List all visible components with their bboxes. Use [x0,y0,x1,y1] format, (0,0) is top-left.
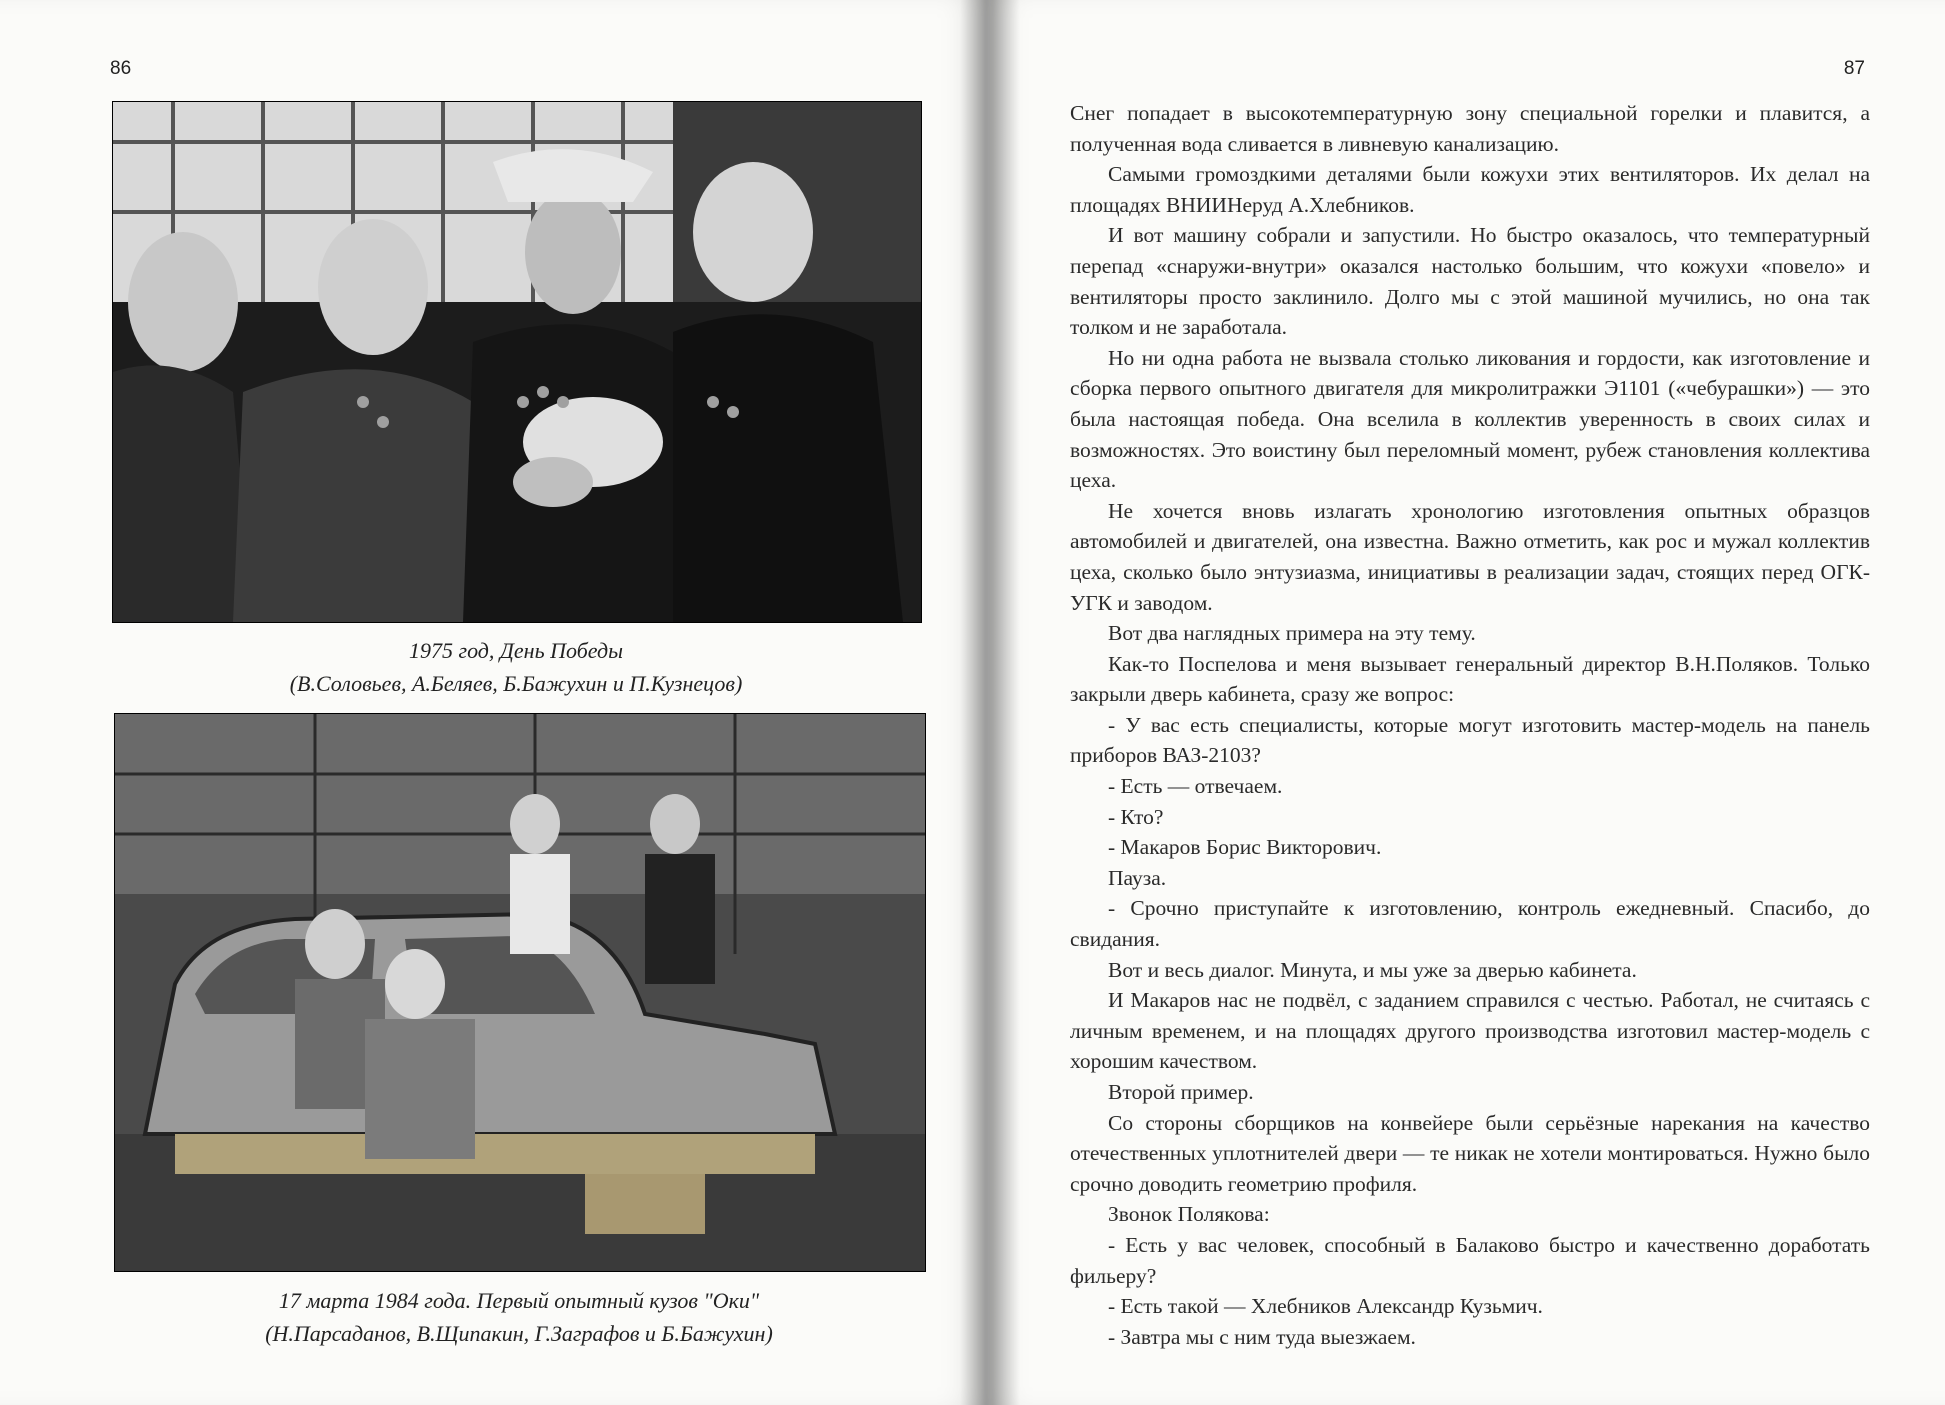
paragraph: - Есть — отвечаем. [1108,774,1283,799]
oka-body-caption [114,1284,924,1350]
paragraph: - Срочно приступайте к изготовлению, контроль ежедневный. Спасибо, до свидания. [1070,896,1870,952]
paragraph: - Макаров Борис Викторович. [1108,835,1382,860]
paragraph: И Макаров нас не подвёл, с заданием справился с честью. Работал, не считаясь с личным временем, и на площадях другого производства изготовил мастер-модель с хорошим качеством. [1070,988,1870,1074]
caption-line: (В.Соловьев, А.Беляев, Б.Бажухин и П.Кузнецов) [289,671,743,696]
right-page [985,0,1945,1405]
paragraph: Как-то Поспелова и меня вызывает генеральный директор В.Н.Поляков. Только закрыли дверь кабинета, сразу же вопрос: [1070,651,1870,707]
paragraph: - Завтра мы с ним туда выезжаем. [1108,1324,1416,1349]
caption-line: (Н.Парсаданов, В.Щипакин, Г.Заграфов и Б.Бажухин) [265,1321,773,1346]
victory-day-photo [112,101,922,623]
paragraph: Звонок Полякова: [1108,1202,1270,1227]
paragraph: - Кто? [1108,804,1164,829]
paragraph: Со стороны сборщиков на конвейере были серьёзные нарекания на качество отечественных уплотнителей двери — те никак не хотели монтироваться. Нужно было срочно доводить геометрию профиля. [1070,1110,1870,1196]
paragraph: Самыми громоздкими деталями были кожухи этих вентиляторов. Их делал на площадях ВНИИНеруд А.Хлебников. [1070,162,1870,217]
oka-body-photo [114,713,926,1272]
paragraph: И вот машину собрали и запустили. Но быстро оказалось, что температурный перепад «снаружи-внутри» оказался настолько большим, что кожухи «повело» и вентиляторы просто заклинило. Долго мы с этой машиной мучились, но она так толком и не заработала. [1070,223,1870,340]
paragraph: Вот два наглядных примера на эту тему. [1108,621,1476,646]
paragraph: Второй пример. [1108,1080,1254,1104]
page-gutter [960,0,1020,1405]
paragraph: Вот и весь диалог. Минута, и мы уже за дверью кабинета. [1108,957,1637,982]
caption-line: 1975 год, День Победы [408,638,624,663]
paragraph: Снег попадает в высокотемпературную зону специальной горелки и плавится, а полученная вода сливается в ливневую канализацию. [1070,101,1870,156]
paragraph: Пауза. [1108,865,1167,890]
paragraph: Не хочется вновь излагать хронологию изготовления опытных образцов автомобилей и двигателей, она известна. Важно отметить, как рос и мужал коллектив цеха, сколько было энтузиазма, инициативы в реализации задач, стоящих перед ОГК-УГК и заводом. [1070,498,1870,615]
paragraph: Но ни одна работа не вызвала столько ликования и гордости, как изготовление и сборка первого опытного двигателя для микролитражки Э1101 («чебурашки») — это была настоящая победа. Она вселила в коллектив уверенность в своих силах и возможностях. Это воистину был переломный момент, рубеж становления коллектива цеха. [1070,345,1870,493]
paragraph: - Есть такой — Хлебников Александр Кузьмич. [1108,1294,1543,1319]
left-page-number: 86 [110,58,132,79]
caption-line: 17 марта 1984 года. Первый опытный кузов "Оки" [278,1288,760,1313]
paragraph: - Есть у вас человек, способный в Балаково быстро и качественно доработать фильеру? [1070,1232,1870,1288]
right-page-number: 87 [1843,58,1865,79]
victory-day-caption [112,634,920,700]
paragraph: - У вас есть специалисты, которые могут изготовить мастер-модель на панель приборов ВАЗ-2103? [1070,712,1870,768]
body-text [1070,98,1870,1352]
